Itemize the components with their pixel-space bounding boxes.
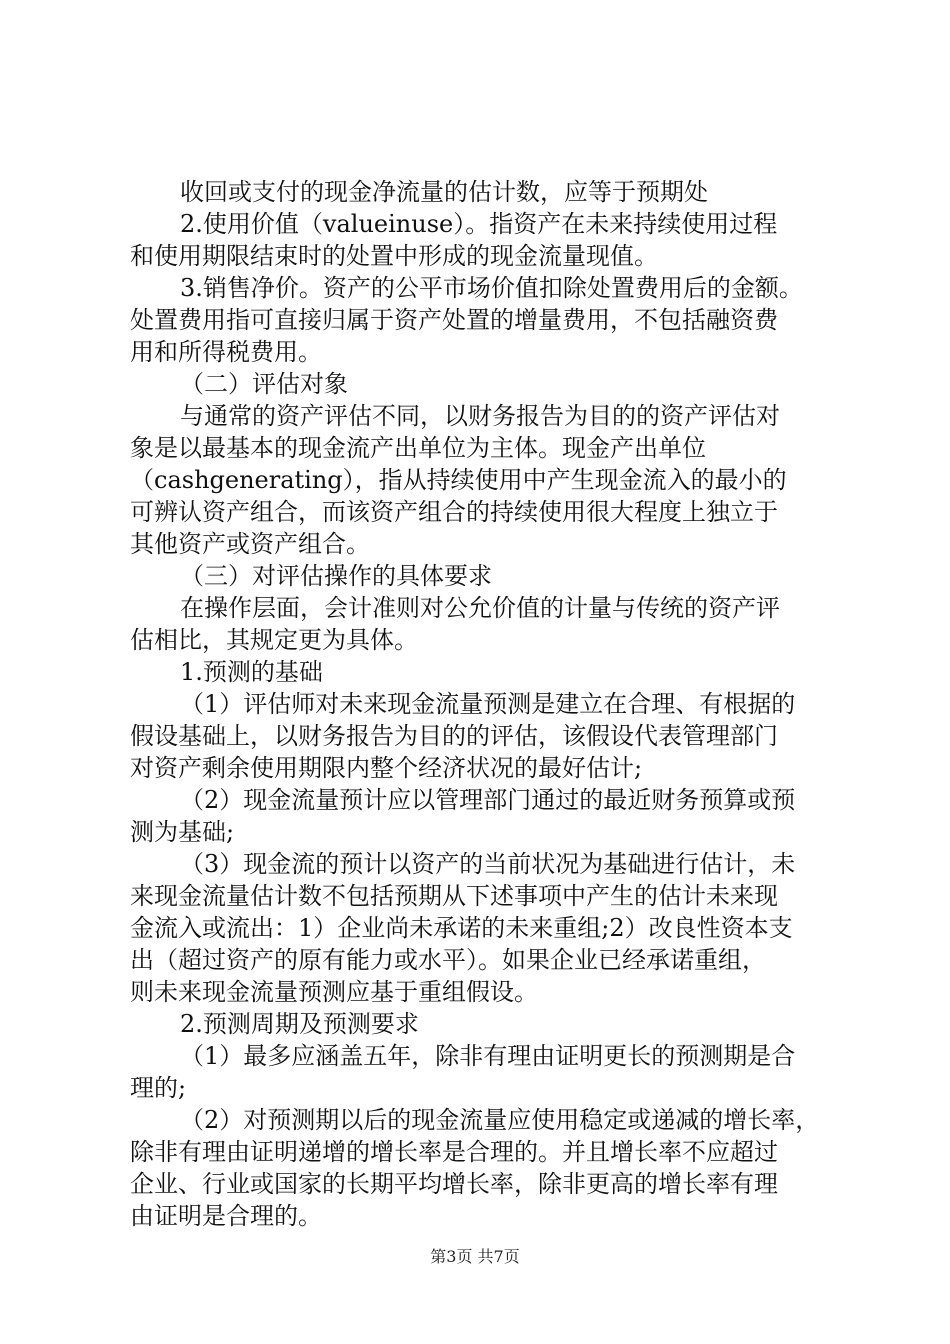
paragraph-line: 在操作层面，会计准则对公允价值的计量与传统的资产评 xyxy=(180,594,780,622)
section-heading: （二）评估对象 xyxy=(180,370,348,398)
paragraph-line: 和使用期限结束时的处置中形成的现金流量现值。 xyxy=(130,242,658,270)
paragraph-line: 除非有理由证明递增的增长率是合理的。并且增长率不应超过 xyxy=(130,1138,778,1166)
paragraph-line: 假设基础上，以财务报告为目的的评估，该假设代表管理部门 xyxy=(130,722,778,750)
paragraph-line: 2.使用价值（valueinuse）。指资产在未来持续使用过程 xyxy=(180,210,778,238)
paragraph-line: 来现金流量估计数不包括预期从下述事项中产生的估计未来现 xyxy=(130,882,778,910)
paragraph-line: 对资产剩余使用期限内整个经济状况的最好估计; xyxy=(130,754,643,782)
section-heading: （三）对评估操作的具体要求 xyxy=(180,562,492,590)
paragraph-line: （cashgenerating），指从持续使用中产生现金流入的最小的 xyxy=(130,466,787,494)
paragraph-line: 金流入或流出：1）企业尚未承诺的未来重组;2）改良性资本支 xyxy=(130,914,793,942)
subsection-heading: 2.预测周期及预测要求 xyxy=(180,1010,419,1038)
page-footer: 第3页 共7页 xyxy=(430,1247,520,1266)
paragraph-line: 3.销售净价。资产的公平市场价值扣除处置费用后的金额。 xyxy=(180,274,803,302)
paragraph-line: （2）对预测期以后的现金流量应使用稳定或递减的增长率， xyxy=(180,1106,820,1134)
paragraph-line: 则未来现金流量预测应基于重组假设。 xyxy=(130,978,538,1006)
paragraph-line: （1）评估师对未来现金流量预测是建立在合理、有根据的 xyxy=(180,690,796,718)
paragraph-line: 理的; xyxy=(130,1074,187,1102)
subsection-heading: 1.预测的基础 xyxy=(180,658,323,686)
paragraph-line: 收回或支付的现金净流量的估计数，应等于预期处 xyxy=(180,178,708,206)
paragraph-line: （1）最多应涵盖五年，除非有理由证明更长的预测期是合 xyxy=(180,1042,796,1070)
paragraph-line: 企业、行业或国家的长期平均增长率，除非更高的增长率有理 xyxy=(130,1170,778,1198)
paragraph-line: 出（超过资产的原有能力或水平）。如果企业已经承诺重组， xyxy=(130,946,766,974)
paragraph-line: （2）现金流量预计应以管理部门通过的最近财务预算或预 xyxy=(180,786,796,814)
paragraph-line: 其他资产或资产组合。 xyxy=(130,530,370,558)
paragraph-line: 估相比，其规定更为具体。 xyxy=(130,626,418,654)
paragraph-line: 测为基础; xyxy=(130,818,235,846)
paragraph-line: 由证明是合理的。 xyxy=(130,1202,322,1230)
paragraph-line: 用和所得税费用。 xyxy=(130,338,322,366)
paragraph-line: 与通常的资产评估不同，以财务报告为目的的资产评估对 xyxy=(180,402,780,430)
paragraph-line: 可辨认资产组合，而该资产组合的持续使用很大程度上独立于 xyxy=(130,498,778,526)
paragraph-line: 象是以最基本的现金流产出单位为主体。现金产出单位 xyxy=(130,434,706,462)
paragraph-line: 处置费用指可直接归属于资产处置的增量费用，不包括融资费 xyxy=(130,306,778,334)
paragraph-line: （3）现金流的预计以资产的当前状况为基础进行估计，未 xyxy=(180,850,796,878)
